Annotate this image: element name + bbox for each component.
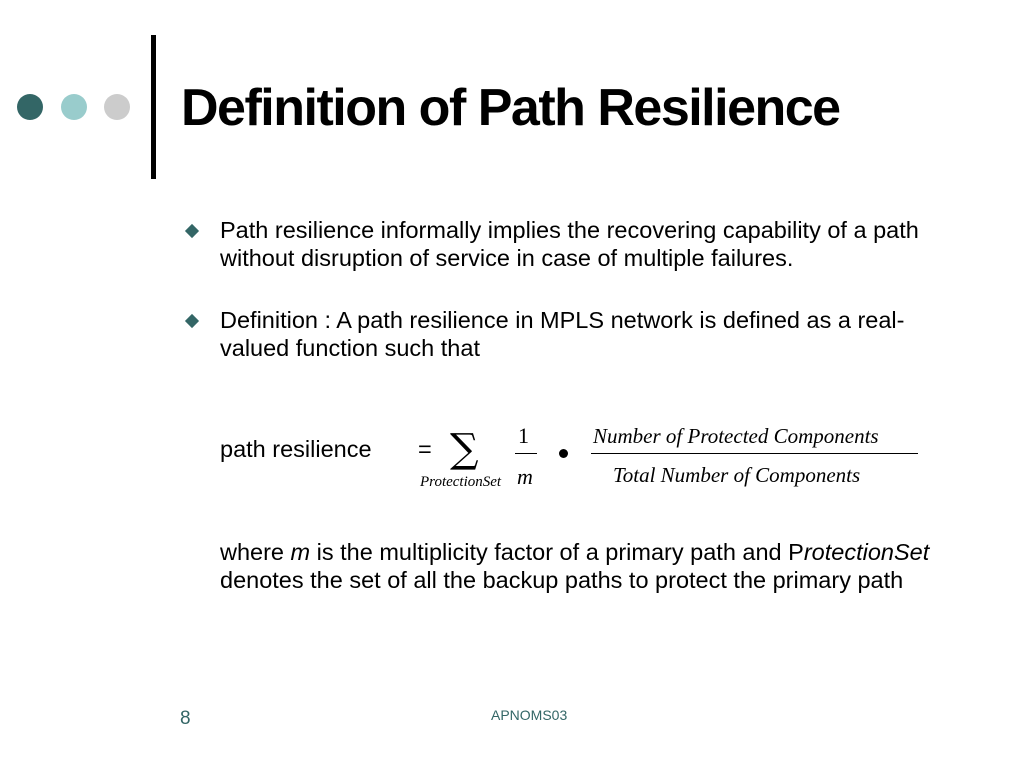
footer-text: APNOMS03 <box>491 707 568 723</box>
sum-subscript: ProtectionSet <box>420 474 502 490</box>
diamond-bullet-icon <box>185 224 199 238</box>
summation-symbol: ∑ <box>450 426 479 472</box>
slide-title: Definition of Path Resilience <box>181 79 840 137</box>
multiply-dot <box>559 449 568 458</box>
title-divider <box>151 35 156 179</box>
ratio-denominator: Total Number of Components <box>613 463 861 487</box>
fraction-numerator: 1 <box>518 423 529 448</box>
explanation-text: where <box>220 539 291 565</box>
fraction-bar <box>515 453 537 454</box>
bullet-text: Path resilience informally implies the recovering capability of a path without disruption of service in case of multiple failures. <box>220 217 919 271</box>
explanation-text: denotes the set of all the backup paths to protect the primary path <box>220 566 904 593</box>
decor-dot-dark <box>17 94 43 120</box>
formula-label: path resilience <box>220 436 372 462</box>
decor-dot-light <box>61 94 87 120</box>
fraction-denominator: m <box>517 464 533 489</box>
ratio-numerator: Number of Protected Components <box>593 424 879 448</box>
bullet-text: Definition : A path resilience in MPLS network is defined as a real-valued function such that <box>220 307 905 361</box>
explanation-text: is the multiplicity factor of a primary path and P <box>310 539 804 565</box>
bullet-item <box>183 307 963 362</box>
explanation-var-protectionset: rotectionSet <box>803 539 930 565</box>
diamond-bullet-icon <box>185 314 199 328</box>
formula-explanation <box>220 539 960 594</box>
decor-dot-gray <box>104 94 130 120</box>
bullet-item <box>183 217 963 272</box>
slide-number: 8 <box>180 708 191 729</box>
formula-equals: = <box>418 436 432 462</box>
explanation-var-m: m <box>290 539 311 565</box>
ratio-bar <box>591 453 918 454</box>
